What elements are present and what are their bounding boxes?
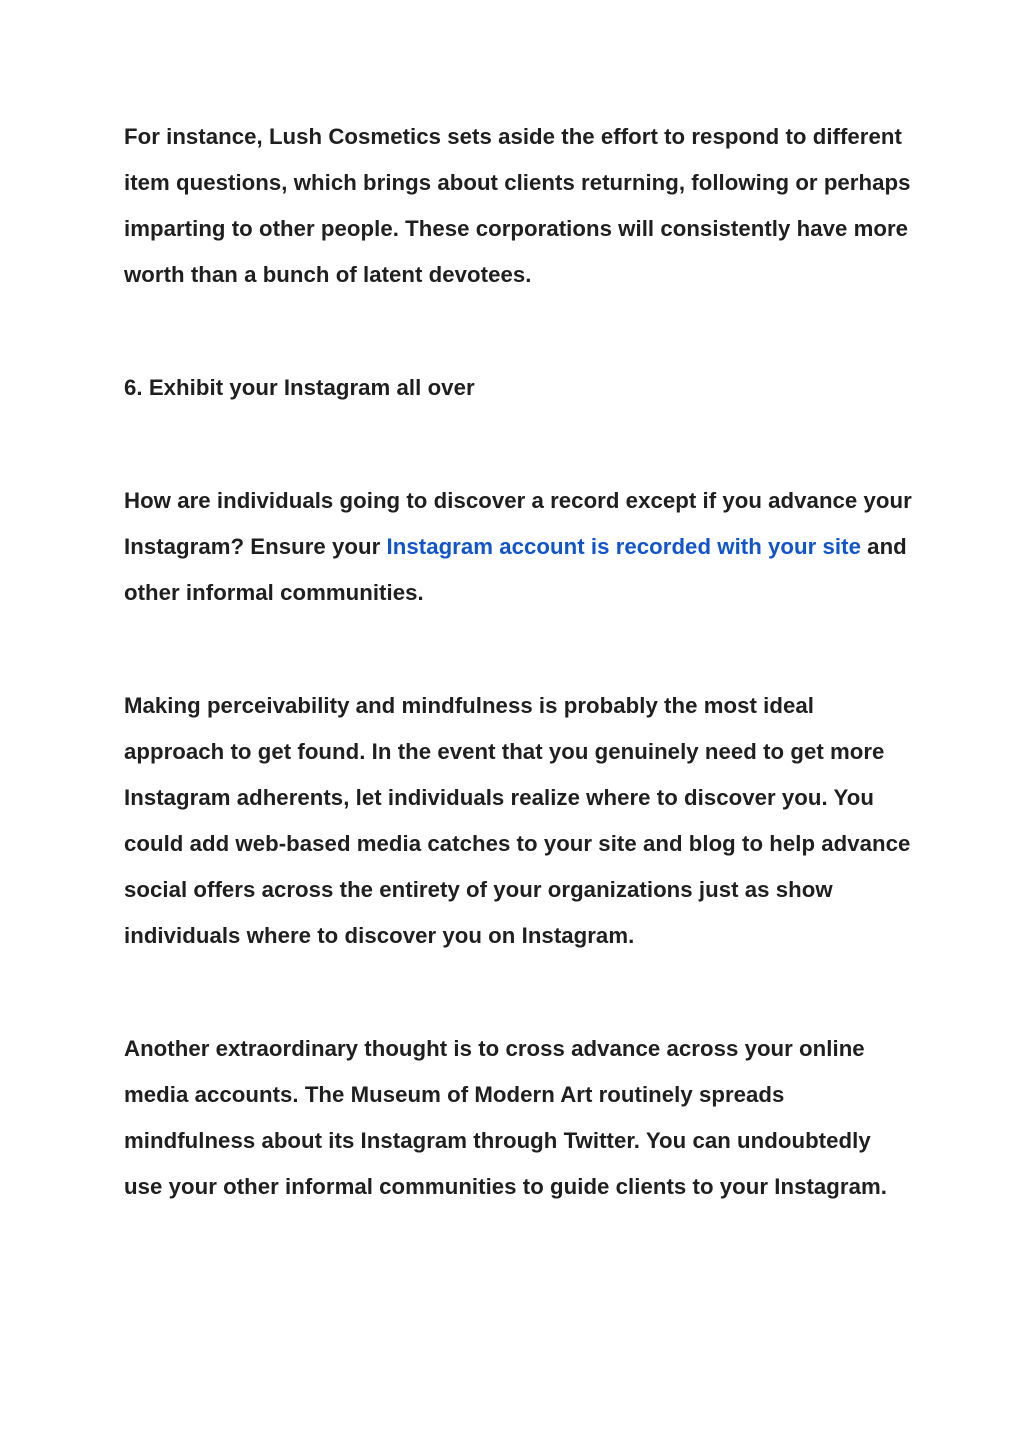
- instagram-account-link[interactable]: Instagram account is recorded with your site: [386, 534, 861, 559]
- paragraph-text-after-link: and other informal communities.: [124, 534, 907, 605]
- paragraph-lush-cosmetics: For instance, Lush Cosmetics sets aside the effort to respond to different item questions, which brings about clients returning, following or perhaps imparting to other people. These corporations will consistently have more worth than a bunch of latent devotees.: [124, 124, 911, 287]
- document-page: [124, 114, 914, 1210]
- paragraph-gap: [124, 959, 914, 1026]
- paragraph-discover-record: [124, 478, 914, 616]
- paragraph-text-before-link: How are individuals going to discover a record except if you advance your Instagram? Ensure your: [124, 488, 912, 559]
- paragraph-gap: [124, 411, 914, 478]
- paragraph-gap: [124, 298, 914, 365]
- paragraph-perceivability: Making perceivability and mindfulness is probably the most ideal approach to get found. In the event that you genuinely need to get more Instagram adherents, let individuals realize where to discover you. You could add web-based media catches to your site and blog to help advance social offers across the entirety of your organizations just as show individuals where to discover you on Instagram.: [124, 693, 911, 948]
- section-heading-exhibit-instagram: 6. Exhibit your Instagram all over: [124, 375, 475, 400]
- paragraph-cross-advance: Another extraordinary thought is to cross advance across your online media accounts. The Museum of Modern Art routinely spreads mindfulness about its Instagram through Twitter. You can undoubtedly use your other informal communities to guide clients to your Instagram.: [124, 1036, 887, 1199]
- paragraph-gap: [124, 616, 914, 683]
